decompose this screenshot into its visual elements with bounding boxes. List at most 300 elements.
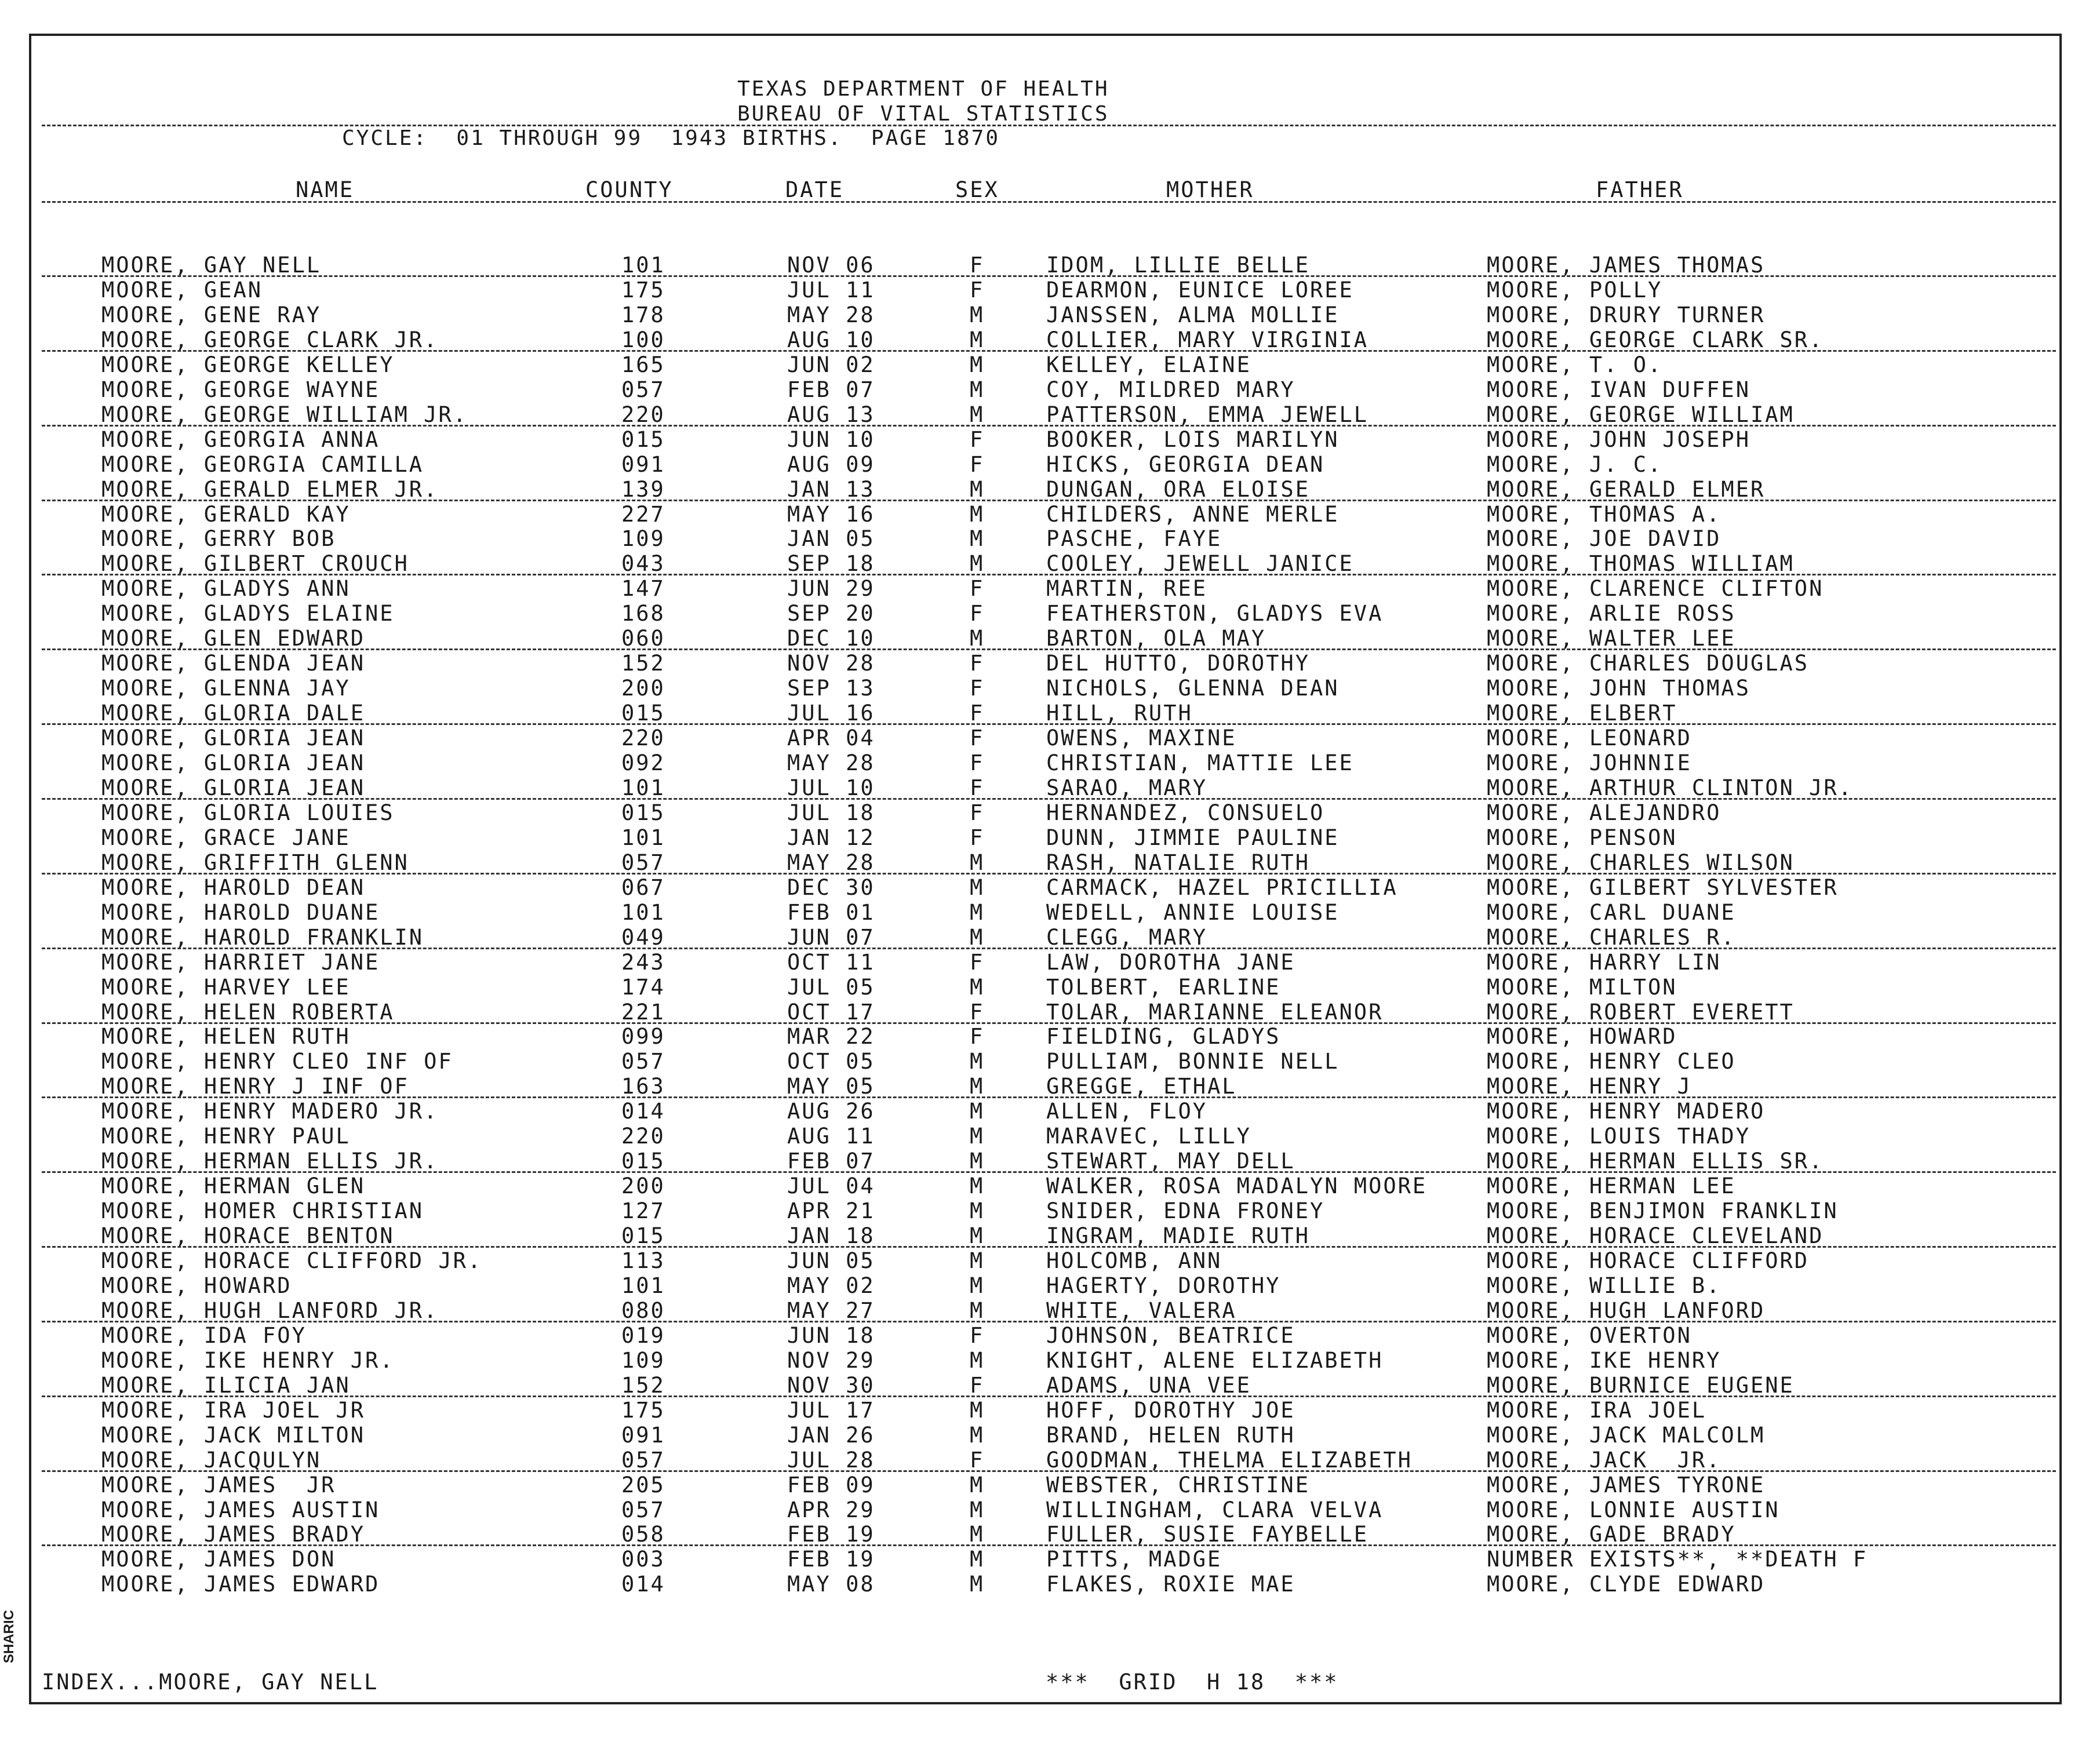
- cell-mother: GOODMAN, THELMA ELIZABETH: [1046, 1448, 1413, 1473]
- cell-date: FEB 07: [787, 377, 875, 402]
- cell-sex: M: [970, 1497, 985, 1522]
- cell-county: 220: [621, 402, 665, 427]
- cell-sex: M: [970, 1423, 985, 1448]
- cell-county: 163: [621, 1074, 665, 1099]
- cell-name: MOORE, HARRIET JANE: [101, 950, 380, 975]
- cell-sex: M: [970, 1398, 985, 1423]
- cell-date: AUG 26: [787, 1099, 875, 1124]
- cell-father: MOORE, JOHN JOSEPH: [1487, 427, 1750, 452]
- cell-sex: M: [970, 402, 985, 427]
- cell-father: MOORE, WILLIE B.: [1487, 1273, 1722, 1298]
- cell-mother: GREGGE, ETHAL: [1046, 1074, 1237, 1099]
- row-guide-line: [42, 1395, 2056, 1397]
- cell-county: 101: [621, 900, 665, 925]
- cell-mother: DUNGAN, ORA ELOISE: [1046, 477, 1310, 502]
- cell-mother: COY, MILDRED MARY: [1046, 377, 1295, 402]
- cell-date: JUL 04: [787, 1174, 875, 1198]
- cell-date: OCT 17: [787, 1000, 875, 1025]
- cell-mother: HAGERTY, DOROTHY: [1046, 1273, 1281, 1298]
- cell-date: MAR 22: [787, 1024, 875, 1049]
- cell-county: 057: [621, 1049, 665, 1074]
- cell-father: MOORE, ROBERT EVERETT: [1487, 1000, 1795, 1025]
- cell-date: JUN 02: [787, 352, 875, 377]
- cell-name: MOORE, GLADYS ELAINE: [101, 601, 395, 626]
- row-guide-line: [42, 1171, 2056, 1173]
- cell-date: JUL 05: [787, 975, 875, 1000]
- cell-sex: F: [970, 950, 985, 975]
- cell-father: MOORE, CHARLES R.: [1487, 925, 1736, 950]
- row-guide-line: [42, 648, 2056, 650]
- cell-father: MOORE, ARTHUR CLINTON JR.: [1487, 775, 1853, 800]
- cell-mother: FEATHERSTON, GLADYS EVA: [1046, 601, 1384, 626]
- cell-county: 152: [621, 651, 665, 676]
- cell-date: FEB 09: [787, 1473, 875, 1497]
- cell-father: MOORE, CARL DUANE: [1487, 900, 1736, 925]
- cell-mother: PASCHE, FAYE: [1046, 526, 1222, 551]
- cell-name: MOORE, JACQULYN: [101, 1448, 322, 1473]
- cell-father: MOORE, HERMAN ELLIS SR.: [1487, 1149, 1824, 1174]
- cell-father: MOORE, HARRY LIN: [1487, 950, 1722, 975]
- cell-county: 015: [621, 800, 665, 825]
- cell-mother: WILLINGHAM, CLARA VELVA: [1046, 1497, 1384, 1522]
- cell-county: 014: [621, 1099, 665, 1124]
- cell-father: MOORE, IVAN DUFFEN: [1487, 377, 1750, 402]
- cell-father: MOORE, LEONARD: [1487, 726, 1692, 750]
- cell-mother: DEL HUTTO, DOROTHY: [1046, 651, 1310, 676]
- cell-date: JUN 18: [787, 1323, 875, 1348]
- cell-mother: OWENS, MAXINE: [1046, 726, 1237, 750]
- cell-mother: PITTS, MADGE: [1046, 1547, 1222, 1572]
- cell-sex: M: [970, 477, 985, 502]
- cell-sex: F: [970, 1448, 985, 1473]
- cell-mother: RASH, NATALIE RUTH: [1046, 850, 1310, 875]
- cell-date: NOV 06: [787, 253, 875, 278]
- cell-father: MOORE, GILBERT SYLVESTER: [1487, 875, 1839, 900]
- cell-sex: M: [970, 850, 985, 875]
- cell-county: 015: [621, 1223, 665, 1248]
- cell-date: JAN 12: [787, 825, 875, 850]
- cell-name: MOORE, HENRY PAUL: [101, 1124, 351, 1149]
- row-guide-line: [42, 1246, 2056, 1248]
- cell-date: NOV 30: [787, 1373, 875, 1398]
- cell-sex: M: [970, 502, 985, 527]
- cell-date: JAN 05: [787, 526, 875, 551]
- cell-name: MOORE, IKE HENRY JR.: [101, 1348, 395, 1373]
- cell-father: MOORE, IKE HENRY: [1487, 1348, 1722, 1373]
- cell-name: MOORE, JAMES BRADY: [101, 1522, 365, 1547]
- cell-mother: BOOKER, LOIS MARILYN: [1046, 427, 1340, 452]
- cell-mother: TOLBERT, EARLINE: [1046, 975, 1281, 1000]
- cell-name: MOORE, GEORGIA CAMILLA: [101, 452, 424, 477]
- cell-mother: CLEGG, MARY: [1046, 925, 1208, 950]
- cell-sex: M: [970, 875, 985, 900]
- cell-name: MOORE, GEORGIA ANNA: [101, 427, 380, 452]
- cell-father: MOORE, THOMAS WILLIAM: [1487, 551, 1795, 576]
- bureau-title: BUREAU OF VITAL STATISTICS: [737, 102, 1109, 126]
- cell-name: MOORE, HAROLD FRANKLIN: [101, 925, 424, 950]
- cell-mother: WEBSTER, CHRISTINE: [1046, 1473, 1310, 1497]
- cell-mother: ALLEN, FLOY: [1046, 1099, 1208, 1124]
- cell-name: MOORE, JAMES JR: [101, 1473, 336, 1497]
- cell-county: 101: [621, 825, 665, 850]
- cell-date: MAY 08: [787, 1572, 875, 1597]
- cell-name: MOORE, HUGH LANFORD JR.: [101, 1298, 439, 1323]
- cell-father: MOORE, HOWARD: [1487, 1024, 1677, 1049]
- cell-mother: FLAKES, ROXIE MAE: [1046, 1572, 1295, 1597]
- cell-father: MOORE, GEORGE CLARK SR.: [1487, 327, 1824, 352]
- cell-mother: INGRAM, MADIE RUTH: [1046, 1223, 1310, 1248]
- cell-father: MOORE, JOE DAVID: [1487, 526, 1722, 551]
- cell-father: MOORE, ALEJANDRO: [1487, 800, 1722, 825]
- cell-county: 205: [621, 1473, 665, 1497]
- cell-date: JAN 18: [787, 1223, 875, 1248]
- cell-sex: F: [970, 726, 985, 750]
- cell-county: 174: [621, 975, 665, 1000]
- cell-sex: F: [970, 800, 985, 825]
- cell-date: AUG 10: [787, 327, 875, 352]
- column-header-mother: MOTHER: [1166, 177, 1254, 202]
- cell-father: MOORE, HUGH LANFORD: [1487, 1298, 1766, 1323]
- cell-name: MOORE, GLORIA JEAN: [101, 726, 365, 750]
- cell-name: MOORE, JAMES AUSTIN: [101, 1497, 380, 1522]
- cell-county: 109: [621, 1348, 665, 1373]
- row-guide-line: [42, 798, 2056, 800]
- cell-father: MOORE, BURNICE EUGENE: [1487, 1373, 1795, 1398]
- cell-date: JUL 16: [787, 701, 875, 726]
- cell-father: MOORE, BENJIMON FRANKLIN: [1487, 1198, 1839, 1223]
- cell-date: JUN 10: [787, 427, 875, 452]
- cell-date: AUG 09: [787, 452, 875, 477]
- cell-date: APR 21: [787, 1198, 875, 1223]
- cell-father: MOORE, HENRY J: [1487, 1074, 1692, 1099]
- cell-date: DEC 30: [787, 875, 875, 900]
- cell-father: MOORE, JOHN THOMAS: [1487, 676, 1750, 701]
- row-guide-line: [42, 948, 2056, 949]
- cell-date: AUG 13: [787, 402, 875, 427]
- cell-mother: BRAND, HELEN RUTH: [1046, 1423, 1295, 1448]
- cell-name: MOORE, GLENDA JEAN: [101, 651, 365, 676]
- column-header-date: DATE: [785, 177, 845, 202]
- cell-county: 178: [621, 303, 665, 327]
- cell-county: 101: [621, 775, 665, 800]
- cell-mother: CHILDERS, ANNE MERLE: [1046, 502, 1340, 527]
- cell-sex: F: [970, 825, 985, 850]
- cell-father: MOORE, JACK JR.: [1487, 1448, 1722, 1473]
- cell-mother: KELLEY, ELAINE: [1046, 352, 1251, 377]
- cell-name: MOORE, GEORGE WAYNE: [101, 377, 380, 402]
- cell-date: SEP 13: [787, 676, 875, 701]
- cell-date: JUL 11: [787, 278, 875, 303]
- cell-name: MOORE, HARVEY LEE: [101, 975, 351, 1000]
- cell-mother: WHITE, VALERA: [1046, 1298, 1237, 1323]
- row-guide-line: [42, 500, 2056, 501]
- cell-date: FEB 19: [787, 1522, 875, 1547]
- cell-mother: WEDELL, ANNIE LOUISE: [1046, 900, 1340, 925]
- cell-name: MOORE, GRIFFITH GLENN: [101, 850, 409, 875]
- cell-county: 220: [621, 1124, 665, 1149]
- cell-father: MOORE, POLLY: [1487, 278, 1663, 303]
- cell-sex: F: [970, 701, 985, 726]
- cell-county: 221: [621, 1000, 665, 1025]
- cell-county: 092: [621, 750, 665, 775]
- cell-father: MOORE, JOHNNIE: [1487, 750, 1692, 775]
- cell-name: MOORE, HOMER CHRISTIAN: [101, 1198, 424, 1223]
- sharic-side-label: SHARIC: [1, 1609, 17, 1663]
- cell-mother: HICKS, GEORGIA DEAN: [1046, 452, 1325, 477]
- cell-sex: M: [970, 975, 985, 1000]
- cell-name: MOORE, GERALD KAY: [101, 502, 351, 527]
- cell-mother: DEARMON, EUNICE LOREE: [1046, 278, 1354, 303]
- cell-mother: ADAMS, UNA VEE: [1046, 1373, 1251, 1398]
- cell-name: MOORE, GLORIA JEAN: [101, 775, 365, 800]
- cell-father: MOORE, IRA JOEL: [1487, 1398, 1707, 1423]
- cell-county: 175: [621, 1398, 665, 1423]
- cell-name: MOORE, GILBERT CROUCH: [101, 551, 409, 576]
- cell-county: 080: [621, 1298, 665, 1323]
- cell-sex: M: [970, 1198, 985, 1223]
- cell-name: MOORE, GLADYS ANN: [101, 576, 351, 601]
- cell-name: MOORE, HENRY J INF OF: [101, 1074, 409, 1099]
- cell-mother: SARAO, MARY: [1046, 775, 1208, 800]
- cell-county: 015: [621, 701, 665, 726]
- cell-sex: M: [970, 1074, 985, 1099]
- cell-county: 147: [621, 576, 665, 601]
- cell-sex: F: [970, 278, 985, 303]
- cell-date: SEP 20: [787, 601, 875, 626]
- cell-name: MOORE, HORACE BENTON: [101, 1223, 395, 1248]
- cell-mother: WALKER, ROSA MADALYN MOORE: [1046, 1174, 1428, 1198]
- cell-name: MOORE, GEORGE KELLEY: [101, 352, 395, 377]
- cell-date: JAN 13: [787, 477, 875, 502]
- cell-sex: F: [970, 651, 985, 676]
- row-guide-line: [42, 350, 2056, 352]
- cell-county: 057: [621, 1448, 665, 1473]
- cell-sex: M: [970, 303, 985, 327]
- cell-mother: IDOM, LILLIE BELLE: [1046, 253, 1310, 278]
- cell-mother: PULLIAM, BONNIE NELL: [1046, 1049, 1340, 1074]
- cell-sex: F: [970, 1000, 985, 1025]
- cell-father: MOORE, HENRY MADERO: [1487, 1099, 1766, 1124]
- cell-father: MOORE, JAMES THOMAS: [1487, 253, 1766, 278]
- cell-county: 101: [621, 1273, 665, 1298]
- cell-county: 175: [621, 278, 665, 303]
- cell-name: MOORE, GEORGE WILLIAM JR.: [101, 402, 468, 427]
- cell-name: MOORE, HAROLD DUANE: [101, 900, 380, 925]
- cell-sex: M: [970, 1124, 985, 1149]
- cell-county: 015: [621, 427, 665, 452]
- cell-sex: F: [970, 775, 985, 800]
- cell-county: 091: [621, 1423, 665, 1448]
- cell-name: MOORE, HENRY MADERO JR.: [101, 1099, 439, 1124]
- cell-date: FEB 01: [787, 900, 875, 925]
- cell-date: MAY 05: [787, 1074, 875, 1099]
- cell-date: MAY 28: [787, 303, 875, 327]
- cell-sex: F: [970, 253, 985, 278]
- cell-sex: M: [970, 1223, 985, 1248]
- cell-name: MOORE, GLORIA JEAN: [101, 750, 365, 775]
- cell-sex: M: [970, 1049, 985, 1074]
- cell-father: MOORE, OVERTON: [1487, 1323, 1692, 1348]
- cell-county: 015: [621, 1149, 665, 1174]
- cell-sex: M: [970, 900, 985, 925]
- header-divider: [42, 125, 2056, 126]
- cell-father: MOORE, HENRY CLEO: [1487, 1049, 1736, 1074]
- cell-sex: M: [970, 1522, 985, 1547]
- cell-sex: M: [970, 526, 985, 551]
- cell-sex: M: [970, 1547, 985, 1572]
- cell-mother: HERNANDEZ, CONSUELO: [1046, 800, 1325, 825]
- cell-father: MOORE, THOMAS A.: [1487, 502, 1722, 527]
- cell-mother: HOFF, DOROTHY JOE: [1046, 1398, 1295, 1423]
- cell-sex: M: [970, 1099, 985, 1124]
- row-guide-line: [42, 1096, 2056, 1098]
- cell-county: 100: [621, 327, 665, 352]
- cell-mother: JANSSEN, ALMA MOLLIE: [1046, 303, 1340, 327]
- cell-sex: M: [970, 551, 985, 576]
- column-header-divider: [42, 201, 2056, 203]
- cell-sex: M: [970, 377, 985, 402]
- cell-father: MOORE, HORACE CLIFFORD: [1487, 1248, 1810, 1273]
- cell-father: MOORE, PENSON: [1487, 825, 1677, 850]
- cell-name: MOORE, GERRY BOB: [101, 526, 336, 551]
- cell-name: MOORE, HAROLD DEAN: [101, 875, 365, 900]
- cell-name: MOORE, HERMAN ELLIS JR.: [101, 1149, 439, 1174]
- cell-date: MAY 02: [787, 1273, 875, 1298]
- cell-date: JUL 10: [787, 775, 875, 800]
- cell-sex: F: [970, 676, 985, 701]
- cell-father: MOORE, CLYDE EDWARD: [1487, 1572, 1766, 1597]
- cell-name: MOORE, HENRY CLEO INF OF: [101, 1049, 453, 1074]
- cell-mother: JOHNSON, BEATRICE: [1046, 1323, 1295, 1348]
- cell-sex: M: [970, 1273, 985, 1298]
- cell-name: MOORE, GAY NELL: [101, 253, 322, 278]
- cell-mother: MARTIN, REE: [1046, 576, 1208, 601]
- cell-name: MOORE, GENE RAY: [101, 303, 322, 327]
- cell-county: 113: [621, 1248, 665, 1273]
- cell-county: 243: [621, 950, 665, 975]
- cell-father: MOORE, CLARENCE CLIFTON: [1487, 576, 1824, 601]
- cell-mother: HILL, RUTH: [1046, 701, 1193, 726]
- cell-sex: M: [970, 1248, 985, 1273]
- cell-sex: M: [970, 1174, 985, 1198]
- index-footer: INDEX...MOORE, GAY NELL: [42, 1670, 379, 1695]
- cell-mother: COOLEY, JEWELL JANICE: [1046, 551, 1354, 576]
- cell-name: MOORE, ILICIA JAN: [101, 1373, 351, 1398]
- cell-county: 200: [621, 676, 665, 701]
- cell-sex: F: [970, 1024, 985, 1049]
- cell-date: OCT 11: [787, 950, 875, 975]
- cell-date: MAY 27: [787, 1298, 875, 1323]
- cell-name: MOORE, GEAN: [101, 278, 263, 303]
- cell-father: MOORE, LOUIS THADY: [1487, 1124, 1750, 1149]
- cell-father: MOORE, ARLIE ROSS: [1487, 601, 1736, 626]
- cell-county: 019: [621, 1323, 665, 1348]
- row-guide-line: [42, 723, 2056, 725]
- cell-sex: M: [970, 1572, 985, 1597]
- cell-county: 057: [621, 850, 665, 875]
- cell-name: MOORE, IRA JOEL JR: [101, 1398, 365, 1423]
- cell-county: 058: [621, 1522, 665, 1547]
- cell-sex: F: [970, 750, 985, 775]
- cell-name: MOORE, GEORGE CLARK JR.: [101, 327, 439, 352]
- cell-county: 165: [621, 352, 665, 377]
- cell-mother: STEWART, MAY DELL: [1046, 1149, 1295, 1174]
- cell-county: 139: [621, 477, 665, 502]
- cell-county: 091: [621, 452, 665, 477]
- cell-county: 168: [621, 601, 665, 626]
- cell-county: 220: [621, 726, 665, 750]
- row-guide-line: [42, 1321, 2056, 1322]
- cell-date: DEC 10: [787, 626, 875, 651]
- cell-mother: TOLAR, MARIANNE ELEANOR: [1046, 1000, 1384, 1025]
- cell-father: MOORE, J. C.: [1487, 452, 1663, 477]
- cell-date: AUG 11: [787, 1124, 875, 1149]
- cell-county: 057: [621, 1497, 665, 1522]
- cell-mother: MARAVEC, LILLY: [1046, 1124, 1251, 1149]
- cell-date: APR 29: [787, 1497, 875, 1522]
- cell-date: JUN 05: [787, 1248, 875, 1273]
- cell-mother: CHRISTIAN, MATTIE LEE: [1046, 750, 1354, 775]
- cell-sex: F: [970, 576, 985, 601]
- cell-county: 060: [621, 626, 665, 651]
- cell-name: MOORE, GLORIA DALE: [101, 701, 365, 726]
- cell-date: MAY 16: [787, 502, 875, 527]
- cell-date: MAY 28: [787, 750, 875, 775]
- cell-county: 109: [621, 526, 665, 551]
- cell-name: MOORE, GRACE JANE: [101, 825, 351, 850]
- cell-name: MOORE, GLORIA LOUIES: [101, 800, 395, 825]
- cell-date: APR 04: [787, 726, 875, 750]
- cell-name: MOORE, HELEN RUTH: [101, 1024, 351, 1049]
- cell-name: MOORE, HERMAN GLEN: [101, 1174, 365, 1198]
- cell-mother: CARMACK, HAZEL PRICILLIA: [1046, 875, 1398, 900]
- cell-sex: M: [970, 925, 985, 950]
- cell-county: 101: [621, 253, 665, 278]
- cell-father: MOORE, GERALD ELMER: [1487, 477, 1766, 502]
- cell-sex: M: [970, 1149, 985, 1174]
- cell-county: 200: [621, 1174, 665, 1198]
- cell-mother: PATTERSON, EMMA JEWELL: [1046, 402, 1369, 427]
- cell-father: MOORE, CHARLES WILSON: [1487, 850, 1795, 875]
- cell-sex: F: [970, 1323, 985, 1348]
- cell-county: 014: [621, 1572, 665, 1597]
- cell-sex: M: [970, 352, 985, 377]
- cell-name: MOORE, JAMES EDWARD: [101, 1572, 380, 1597]
- cell-date: OCT 05: [787, 1049, 875, 1074]
- cell-sex: F: [970, 452, 985, 477]
- cell-mother: SNIDER, EDNA FRONEY: [1046, 1198, 1325, 1223]
- cell-sex: M: [970, 1348, 985, 1373]
- cell-date: JAN 26: [787, 1423, 875, 1448]
- cell-father: MOORE, JAMES TYRONE: [1487, 1473, 1766, 1497]
- cell-date: JUL 17: [787, 1398, 875, 1423]
- cell-county: 043: [621, 551, 665, 576]
- cell-date: NOV 29: [787, 1348, 875, 1373]
- cell-date: MAY 28: [787, 850, 875, 875]
- cell-name: MOORE, IDA FOY: [101, 1323, 307, 1348]
- cell-name: MOORE, JAMES DON: [101, 1547, 336, 1572]
- cell-father: MOORE, WALTER LEE: [1487, 626, 1736, 651]
- cycle-line: CYCLE: 01 THROUGH 99 1943 BIRTHS. PAGE 1870: [342, 126, 1000, 150]
- cell-date: JUN 29: [787, 576, 875, 601]
- cell-sex: M: [970, 327, 985, 352]
- cell-mother: HOLCOMB, ANN: [1046, 1248, 1222, 1273]
- cell-sex: M: [970, 1298, 985, 1323]
- cell-sex: M: [970, 1473, 985, 1497]
- cell-date: NOV 28: [787, 651, 875, 676]
- cell-county: 152: [621, 1373, 665, 1398]
- column-header-father: FATHER: [1596, 177, 1684, 202]
